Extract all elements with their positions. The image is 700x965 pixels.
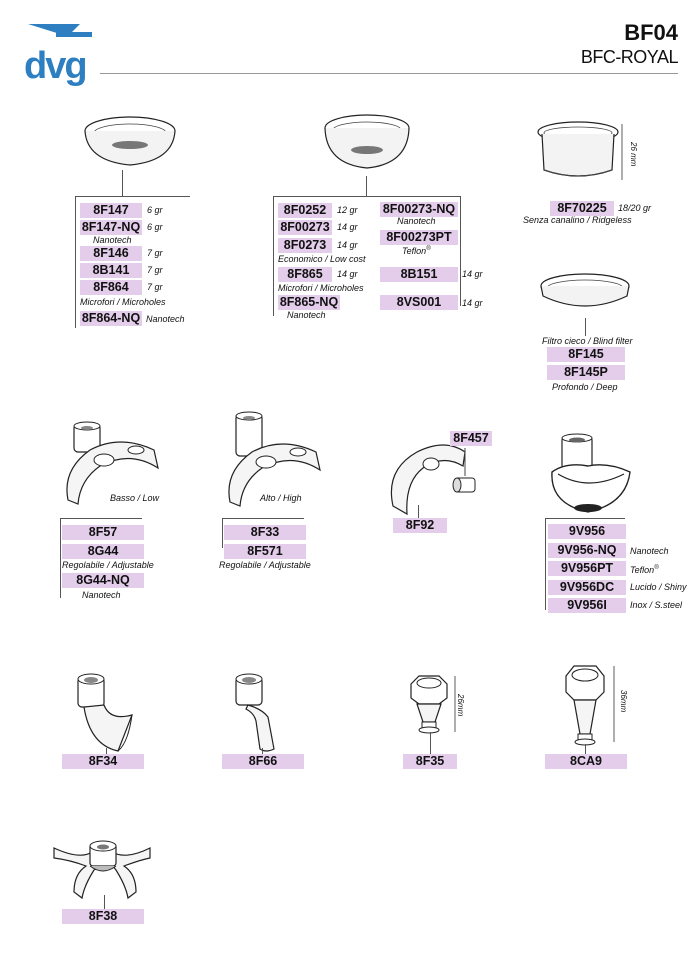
note-9V956PT: Teflon®	[630, 565, 659, 575]
code-8F66: 8F66	[222, 754, 304, 769]
weight-8F146: 7 gr	[147, 248, 163, 258]
logo	[20, 18, 100, 88]
code-8B141: 8B141	[80, 263, 142, 278]
code-9V956PT: 9V956PT	[548, 561, 626, 576]
note-8F865: Microfori / Microholes	[278, 283, 364, 293]
code-8F864-NQ: 8F864-NQ	[81, 311, 141, 325]
code-8F147: 8F147	[80, 203, 142, 218]
weight-8F864: 7 gr	[147, 282, 163, 292]
spout-8f34-image	[70, 665, 150, 755]
label-spout-low: Basso / Low	[110, 493, 160, 503]
code-8G44: 8G44	[62, 544, 144, 559]
weight-8F00273: 14 gr	[337, 222, 358, 232]
note-8G44-NQ: Nanotech	[82, 590, 121, 600]
code-8F34: 8F34	[62, 754, 144, 769]
code-8F38: 8F38	[62, 909, 144, 924]
note-blind: Filtro cieco / Blind filter	[542, 336, 633, 346]
note-8F00273PT: Teflon®	[402, 246, 431, 256]
note-9V956-NQ: Nanotech	[630, 546, 669, 556]
spout-8ca9-image	[560, 660, 640, 750]
note-8F571: Regolabile / Adjustable	[219, 560, 311, 570]
label-spout-high: Alto / High	[260, 493, 302, 503]
weight-8B151: 14 gr	[462, 269, 483, 279]
code-8F0273: 8F0273	[278, 238, 332, 253]
note-8F864: Microfori / Microholes	[80, 297, 166, 307]
dim-8F35: 26mm	[456, 694, 465, 717]
code-8F35: 8F35	[403, 754, 457, 769]
code-8F864: 8F864	[80, 280, 142, 295]
filter-basket-single-image	[75, 115, 185, 175]
code-8F70225: 8F70225	[550, 201, 614, 216]
header-rule	[100, 73, 678, 74]
code-8F147-NQ: 8F147-NQ	[81, 220, 141, 234]
code-8F00273: 8F00273	[278, 220, 332, 235]
dim-8CA9: 36mm	[619, 690, 628, 713]
weight-8VS001: 14 gr	[462, 298, 483, 308]
weight-8B141: 7 gr	[147, 265, 163, 275]
logo-text: dvg	[24, 45, 86, 87]
note-8F864-NQ: Nanotech	[146, 314, 185, 324]
code-8B151: 8B151	[380, 267, 458, 282]
code-8F865-NQ: 8F865-NQ	[279, 295, 339, 309]
code-9V956-NQ: 9V956-NQ	[548, 543, 626, 558]
weight-8F0273: 14 gr	[337, 240, 358, 250]
weight-8F70225: 18/20 gr	[618, 203, 652, 213]
note-9V956DC: Lucido / Shiny	[630, 582, 687, 592]
code-8F92: 8F92	[393, 518, 447, 533]
weight-8F865: 14 gr	[337, 269, 358, 279]
code-8CA9: 8CA9	[545, 754, 627, 769]
code-8F146: 8F146	[80, 246, 142, 261]
code-8F145: 8F145	[547, 347, 625, 362]
code-8F571: 8F571	[224, 544, 306, 559]
logo-icon	[20, 18, 100, 88]
code-8F00273PT: 8F00273PT	[380, 230, 458, 245]
note-8F70225: Senza canalino / Ridgeless	[523, 215, 632, 225]
spout-9v956-image	[548, 432, 648, 522]
spout-8f66-image	[228, 665, 308, 755]
note-9V956I: Inox / S.steel	[630, 600, 683, 610]
note-8F0273: Economico / Low cost	[278, 254, 366, 264]
filter-basket-ridgeless-image	[530, 120, 630, 190]
weight-8F147: 6 gr	[147, 205, 163, 215]
code-8F145P: 8F145P	[547, 365, 625, 380]
code-8F865: 8F865	[278, 267, 332, 282]
page-name: BFC-ROYAL	[580, 47, 678, 67]
page-code: BF04	[624, 20, 678, 45]
tripod-8f38-image	[50, 830, 160, 910]
code-8F0252: 8F0252	[278, 203, 332, 218]
code-8F457: 8F457	[450, 431, 492, 446]
note-8F147-NQ: Nanotech	[93, 235, 132, 245]
code-8F57: 8F57	[62, 525, 144, 540]
code-8F00273-NQ: 8F00273-NQ	[380, 202, 458, 217]
code-8G44-NQ: 8G44-NQ	[62, 573, 144, 588]
filter-basket-double-image	[312, 112, 422, 177]
note-8F865-NQ: Nanotech	[287, 310, 326, 320]
code-9V956: 9V956	[548, 524, 626, 539]
weight-8F147-NQ: 6 gr	[147, 222, 163, 232]
dim-ridgeless: 26 mm	[629, 142, 638, 167]
code-9V956DC: 9V956DC	[548, 580, 626, 595]
note-8F00273-NQ: Nanotech	[397, 216, 436, 226]
code-8VS001: 8VS001	[380, 295, 458, 310]
note-8G44: Regolabile / Adjustable	[62, 560, 154, 570]
note-8F145P: Profondo / Deep	[552, 382, 618, 392]
code-9V956I: 9V956I	[548, 598, 626, 613]
spout-low-image	[60, 420, 170, 520]
weight-8F0252: 12 gr	[337, 205, 358, 215]
code-8F33: 8F33	[224, 525, 306, 540]
